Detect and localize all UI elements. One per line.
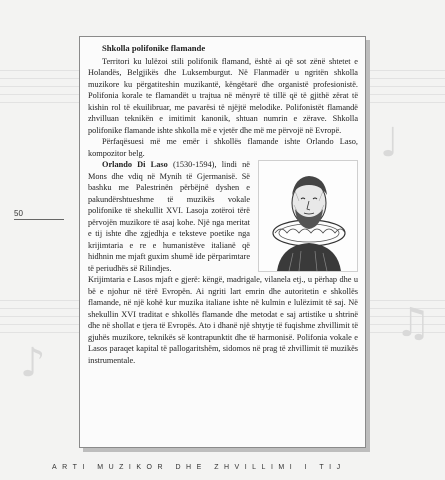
paragraph: Territori ku lulëzoi stili polifonik flamand, është ai që sot zënë shtetet e Holandës, Belgjikës dhe Luksemburgut. Në Flanmadër u ngritën shkolla muzikore ku përgatiteshin muzikantë, këngëtarë dhe organistë profesionistë. Polifonia korale te flamandët u trajtua në mënyrë të tillë që të gjithë zërat të kishin rol të ekuilibruar, me pavarësi të njëjtë melodike. Polifonistët flamandë zhvilluan teknikën e imitimit kanonik, shtuan numrin e zërave. Shkolla polifonike flamande ishte shkolla më e vjetër dhe më me përvojë në Evropë. (88, 56, 358, 135)
background-note-icon: ♩ (380, 120, 399, 166)
page-number: 50 (14, 209, 23, 218)
composer-portrait (258, 160, 358, 272)
page-number-rule (14, 219, 64, 220)
paragraph: Krijimtaria e Lasos mjaft e gjerë: këngë, madrigale, vilanela etj., u përhap dhe u bë e njohur në tërë Evropën. Ai ngriti lart emrin dhe autoritetin e shkollës flamande, në një kohë kur muzika italiane ishte në kulmin e lulëzimit të saj. Në shekullin XVI traditat e shkollës flamande dhe metodat e saj artistike u shtrinë dhe në shollat e tjera të Evropës. Ato i dhanë një shtytje të fuqishme zhvillimit të gjuhës muzikore, teknikës së kontrapunktit dhe të harmonisë. Polifonia vokale e Lasos paraqet kapital të pallogaritshëm, sidomos në prag të zhvillimit të muzikës instrumentale. (88, 275, 358, 365)
section-heading: Shkolla polifonike flamande (102, 43, 206, 53)
background-note-icon: ♪ (20, 340, 46, 386)
paragraph: Përfaqësuesi më me emër i shkollës flamande ishte Orlando Laso, kompozitor belg. (88, 137, 358, 158)
background-note-icon: ♫ (395, 300, 431, 346)
paragraph-text: (1530-1594), lindi në Mons dhe vdiq në Mynih të Gjermanisë. Së bashku me Palestrinën përbëjnë dyshen e pakundërshtueshme të muzikës vokale polifonike të shekullit XVI. Lasoja zotëroi tërë përvojën muzikore të asaj kohe. Një nga meritat e tij ishte dhe zgjedhja e teksteve poetike nga krijimtaria e re e humanistëve italianë që hidhnin me mjaft guxim shumë ide përparimtare të periudhës së Rilindjes. (88, 160, 250, 273)
running-footer: ARTI MUZIKOR DHE ZHVILLIMI I TIJ (52, 464, 346, 471)
text-panel (79, 36, 366, 448)
composer-name: Orlando Di Laso (102, 160, 168, 169)
portrait-engraving-icon (259, 161, 357, 271)
